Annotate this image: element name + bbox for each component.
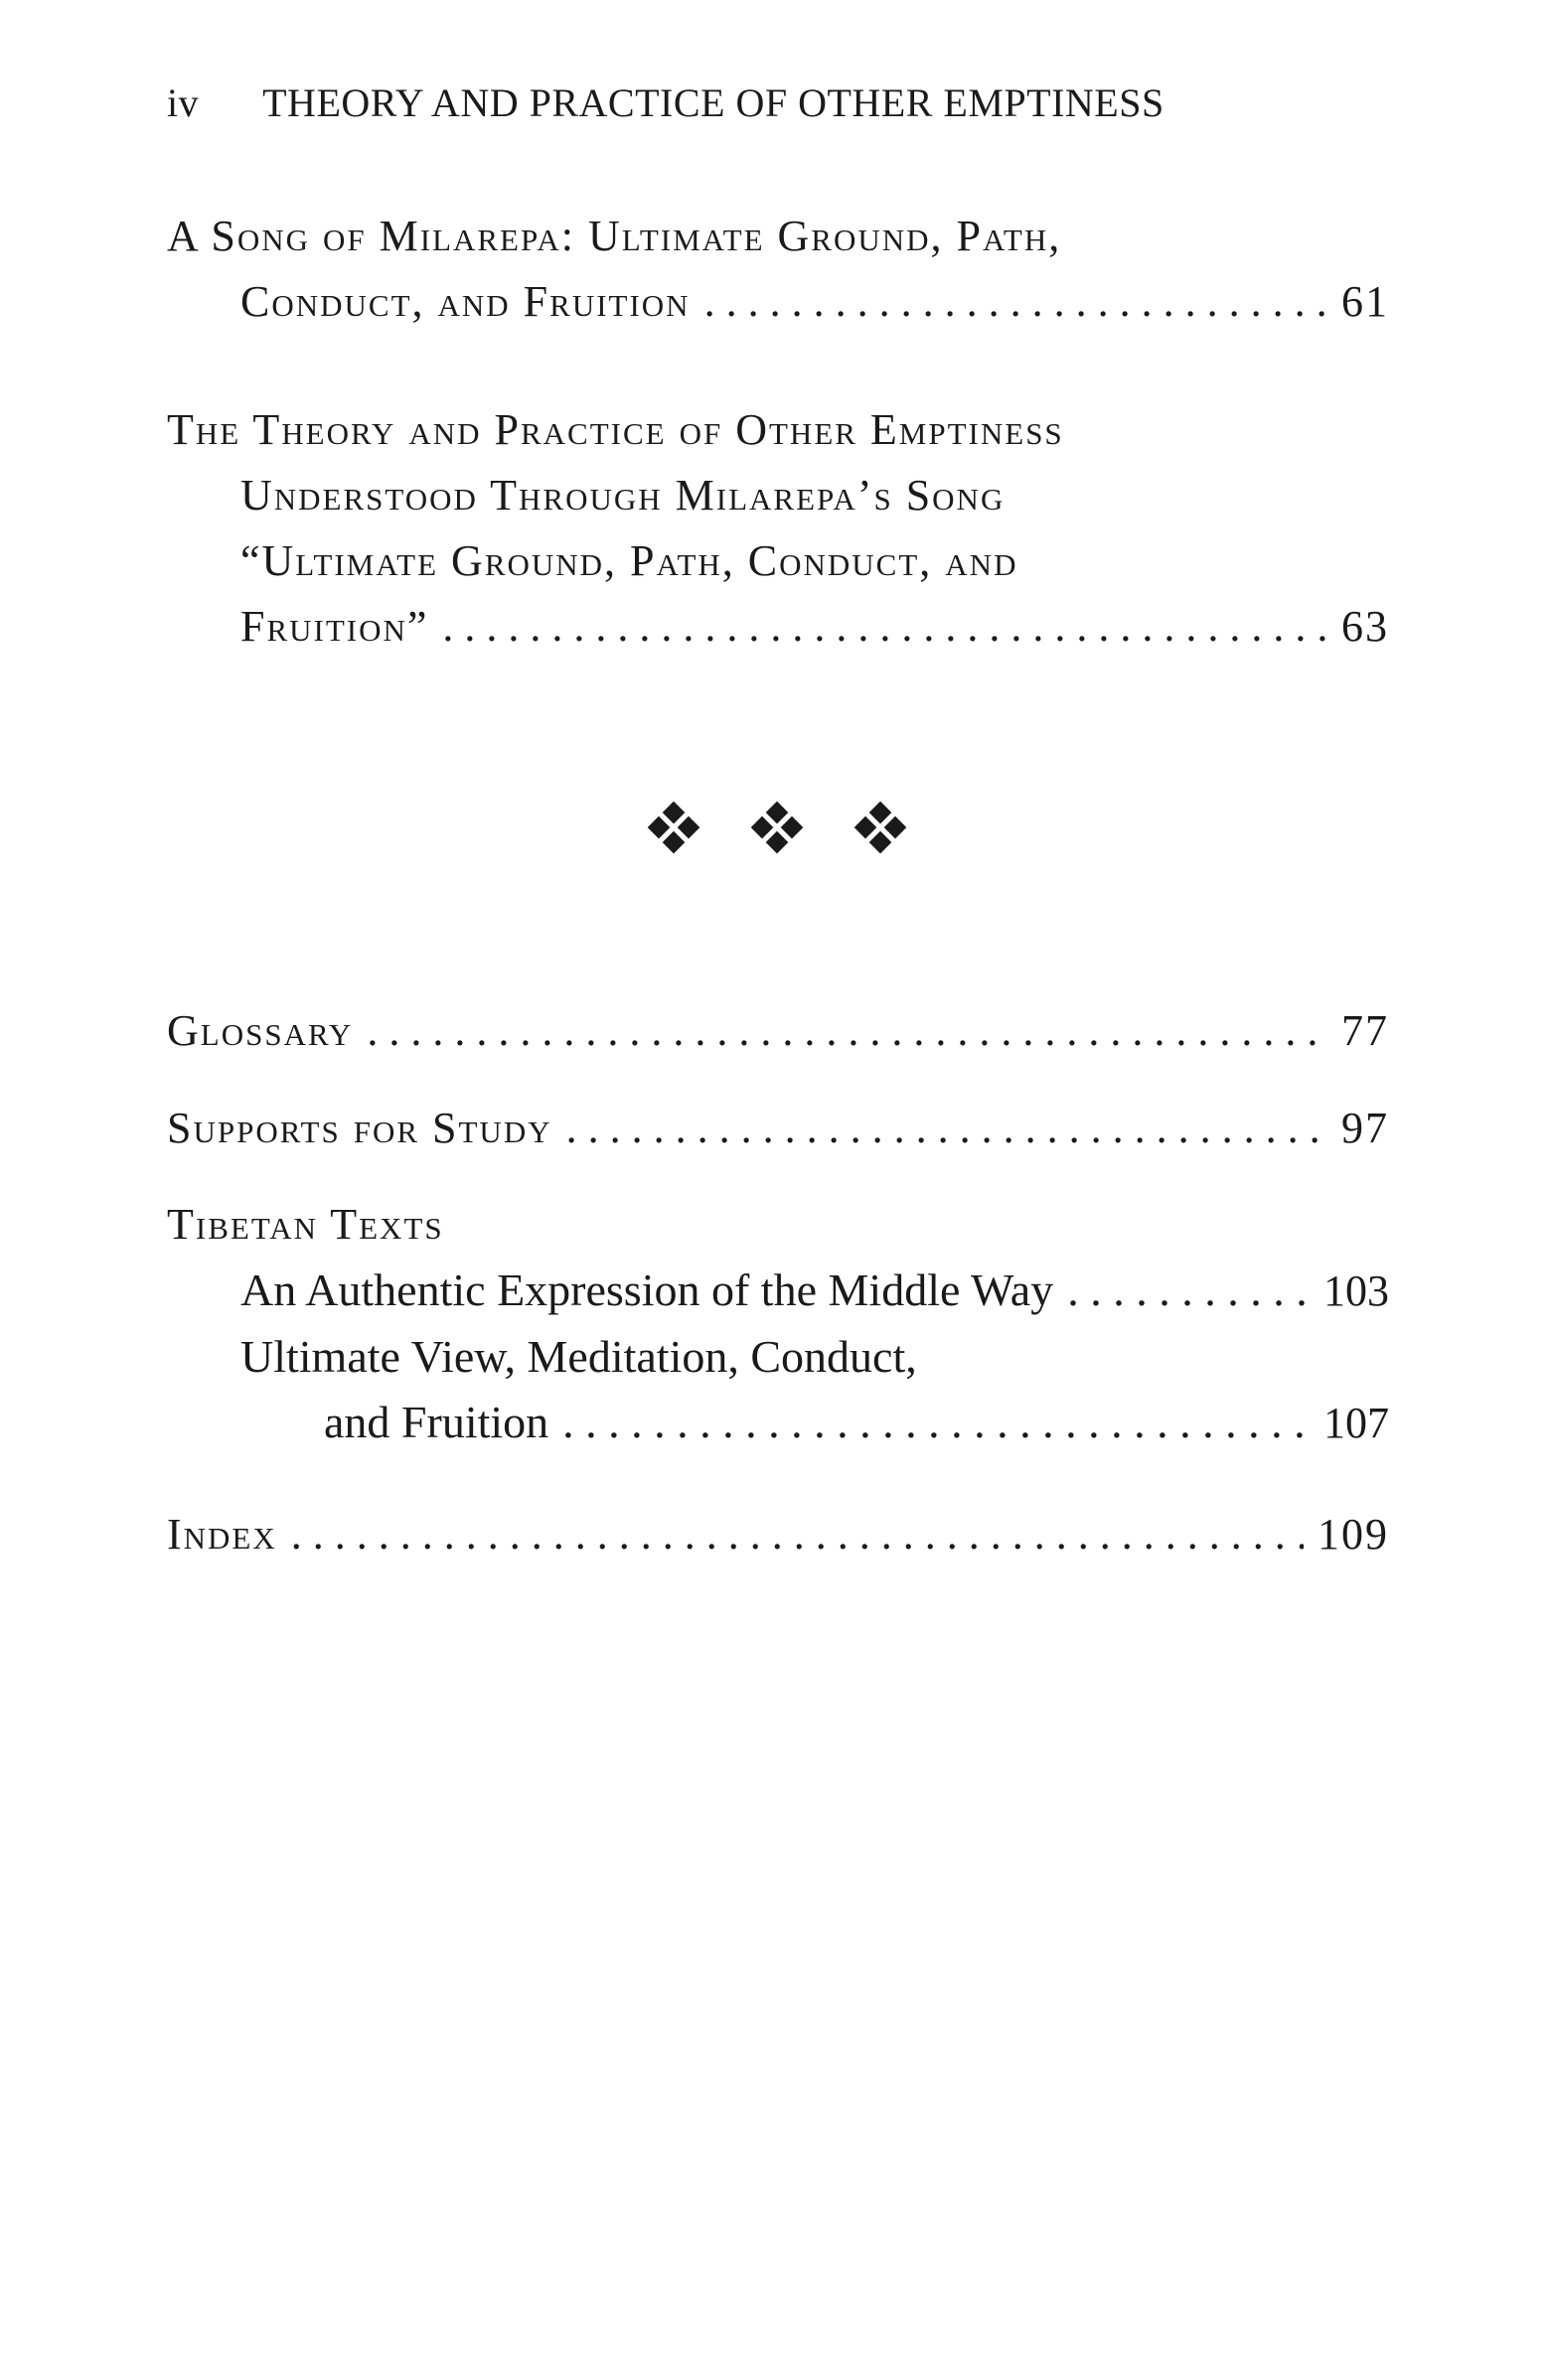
toc-entry-song-page: 61 bbox=[1341, 277, 1389, 326]
toc-entry-song-title-end: Conduct, and Fruition bbox=[240, 277, 691, 326]
section-divider-ornaments bbox=[0, 805, 1553, 850]
toc-subentry-ultimate-view-title-end: and Fruition bbox=[324, 1397, 549, 1447]
toc-subentry-middle-way[interactable] bbox=[167, 1258, 1389, 1324]
running-header bbox=[167, 79, 1399, 126]
toc-entry-index[interactable] bbox=[167, 1502, 1389, 1567]
dot-leader bbox=[1067, 1258, 1310, 1323]
toc-entry-song-line1: A Song of Milarepa: Ultimate Ground, Path, bbox=[167, 212, 1062, 260]
toc-entry-glossary[interactable] bbox=[167, 998, 1389, 1064]
toc-subentry-ultimate-view-page: 107 bbox=[1323, 1399, 1389, 1447]
dot-leader bbox=[704, 269, 1327, 335]
toc-subentry-ultimate-view[interactable] bbox=[167, 1324, 1389, 1456]
toc-entry-glossary-label: Glossary bbox=[167, 1006, 354, 1055]
toc-entry-glossary-page: 77 bbox=[1341, 1006, 1389, 1055]
toc-entry-supports-line bbox=[167, 1096, 1389, 1161]
toc-entry-supports-page: 97 bbox=[1341, 1104, 1389, 1152]
four-diamond-ornament-icon bbox=[754, 805, 800, 850]
toc-subentry-middle-way-label: An Authentic Expression of the Middle Way bbox=[240, 1264, 1054, 1315]
toc-entry-theory-line4 bbox=[167, 594, 1389, 660]
toc-entry-song-line2 bbox=[167, 269, 1389, 335]
toc-entry-song[interactable] bbox=[167, 204, 1389, 335]
running-title: THEORY AND PRACTICE OF OTHER EMPTINESS bbox=[262, 80, 1165, 125]
dot-leader bbox=[442, 594, 1327, 660]
dot-leader bbox=[291, 1502, 1304, 1567]
toc-entry-theory-line2: Understood Through Milarepa’s Song bbox=[240, 471, 1006, 520]
toc-entry-theory[interactable] bbox=[167, 397, 1389, 660]
toc-entry-theory-line1: The Theory and Practice of Other Emptiness bbox=[167, 405, 1064, 454]
toc-entry-tibetan bbox=[167, 1192, 1389, 1456]
toc-subentry-ultimate-view-line1: Ultimate View, Meditation, Conduct, bbox=[240, 1331, 917, 1382]
dot-leader bbox=[367, 998, 1327, 1064]
toc-entry-index-line bbox=[167, 1502, 1389, 1567]
toc-entry-supports[interactable] bbox=[167, 1096, 1389, 1161]
toc-entry-supports-label: Supports for Study bbox=[167, 1104, 552, 1152]
toc-entry-theory-title-end: Fruition” bbox=[240, 602, 429, 651]
toc-entry-theory-line3: “Ultimate Ground, Path, Conduct, and bbox=[240, 536, 1018, 585]
page-number: iv bbox=[167, 80, 200, 125]
dot-leader bbox=[562, 1390, 1310, 1455]
toc-entry-theory-page: 63 bbox=[1341, 602, 1389, 651]
toc-subentry-ultimate-view-line2 bbox=[167, 1390, 1389, 1456]
toc-entry-glossary-line bbox=[167, 998, 1389, 1064]
four-diamond-ornament-icon bbox=[651, 805, 697, 850]
toc-entry-index-label: Index bbox=[167, 1510, 277, 1559]
toc-entry-index-page: 109 bbox=[1318, 1510, 1389, 1559]
toc-subentry-middle-way-page: 103 bbox=[1323, 1266, 1389, 1315]
toc-entry-tibetan-label: Tibetan Texts bbox=[167, 1200, 444, 1249]
four-diamond-ornament-icon bbox=[857, 805, 903, 850]
dot-leader bbox=[566, 1096, 1327, 1161]
